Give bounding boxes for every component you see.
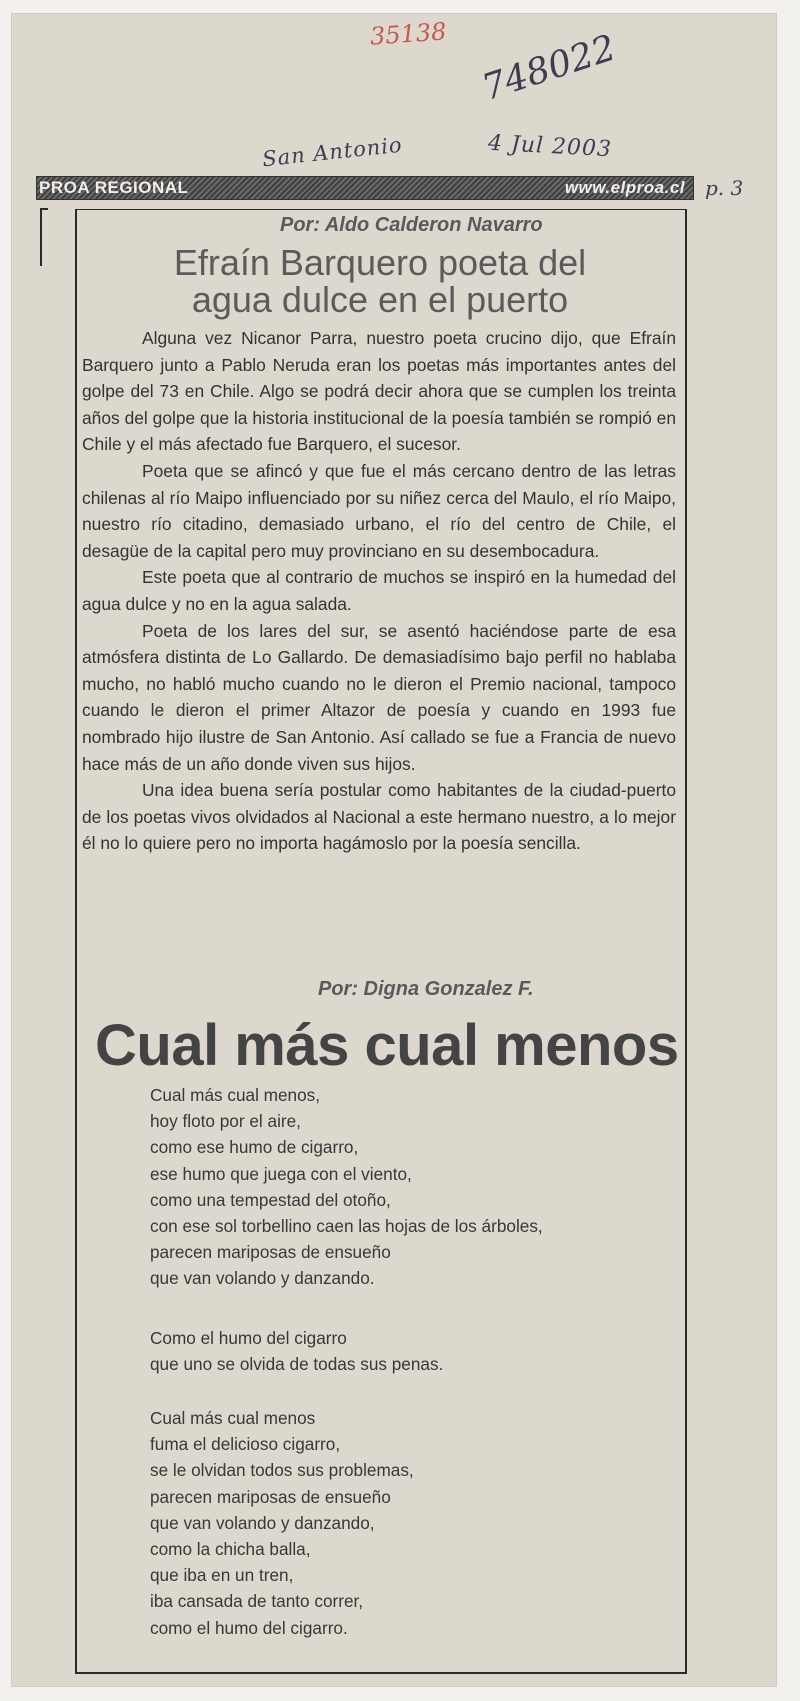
poem-line: iba cansada de tanto correr, bbox=[150, 1591, 364, 1612]
poem-line: Cual más cual menos bbox=[150, 1408, 316, 1428]
headline-line-2: agua dulce en el puerto bbox=[191, 279, 569, 320]
poem-line: parecen mariposas de ensueño bbox=[150, 1242, 391, 1263]
section-name: PROA REGIONAL bbox=[39, 178, 189, 197]
poem-stanza-3 bbox=[150, 1405, 414, 1641]
poem-line: que uno se olvida de todas sus penas. bbox=[150, 1354, 444, 1375]
poem-line: Como el humo del cigarro bbox=[150, 1328, 347, 1348]
site-url: www.elproa.cl bbox=[564, 178, 685, 197]
poem-line: ese humo que juega con el viento, bbox=[150, 1163, 412, 1184]
article-paragraph: Una idea buena sería postular como habitantes de la ciudad-puerto de los poetas vivos olvidados al Nacional a este hermano nuestro, a lo mejor él no lo quiere pero no importa hagámoslo por la poesía sencilla. bbox=[82, 780, 676, 854]
column-rule bbox=[40, 208, 48, 266]
handwritten-number-top: 35138 bbox=[369, 17, 448, 51]
poem-line: que iba en un tren, bbox=[150, 1565, 294, 1586]
handwritten-number-right: 748022 bbox=[477, 27, 621, 109]
handwritten-place: San Antonio bbox=[261, 132, 404, 172]
article-byline: Por: Aldo Calderon Navarro bbox=[280, 214, 543, 236]
article-body bbox=[82, 325, 676, 857]
poem-line: que van volando y danzando. bbox=[150, 1268, 375, 1289]
article-paragraph: Alguna vez Nicanor Parra, nuestro poeta crucino dijo, que Efraín Barquero junto a Pablo Neruda eran los poetas más importantes antes del golpe del 73 en Chile. Algo se podrá decir ahora que se cumplen los treinta años del golpe que la historia institucional de la poesía también se rompió en Chile y el más afectado fue Barquero, el sucesor. bbox=[82, 328, 676, 455]
article-paragraph: Este poeta que al contrario de muchos se inspiró en la humedad del agua dulce y no en la agua salada. bbox=[82, 567, 676, 614]
poem-line: como la chicha balla, bbox=[150, 1539, 311, 1560]
handwritten-date: 4 Jul 2003 bbox=[487, 130, 613, 163]
poem-line: como el humo del cigarro. bbox=[150, 1617, 348, 1638]
poem-line: se le olvidan todos sus problemas, bbox=[150, 1460, 414, 1481]
poem-line: como ese humo de cigarro, bbox=[150, 1137, 359, 1158]
headline-line-1: Efraín Barquero poeta del bbox=[173, 242, 587, 283]
poem-line: como una tempestad del otoño, bbox=[150, 1189, 391, 1210]
poem-line: que van volando y danzando, bbox=[150, 1512, 375, 1533]
poem-line: fuma el delicioso cigarro, bbox=[150, 1434, 341, 1455]
poem-title: Cual más cual menos bbox=[95, 1013, 679, 1078]
article-paragraph: Poeta que se afincó y que fue el más cercano dentro de las letras chilenas al río Maipo influenciado por su niñez cerca del Maulo, el río Maipo, nuestro río citadino, demasiado urbano, el río del centro de Chile, el desagüe de la capital pero muy provinciano en su desembocadura. bbox=[82, 460, 676, 561]
poem-line: con ese sol torbellino caen las hojas de los árboles, bbox=[150, 1216, 543, 1237]
poem-line: Cual más cual menos, bbox=[150, 1085, 321, 1105]
poem-stanza-1 bbox=[150, 1082, 543, 1292]
article-paragraph: Poeta de los lares del sur, se asentó haciéndose parte de esa atmósfera distinta de Lo Gallardo. De demasiadísimo bajo perfil no hablaba mucho, no habló mucho cuando no le dieron el Premio nacional, tampoco cuando le dieron el primer Altazor de poesía y cuando en 1993 fue nombrado hijo ilustre de San Antonio. Así callado se fue a Francia de nuevo hace más de un año donde viven sus hijos. bbox=[82, 620, 676, 774]
poem-line: hoy floto por el aire, bbox=[150, 1111, 301, 1132]
poem-line: parecen mariposas de ensueño bbox=[150, 1486, 391, 1507]
section-banner bbox=[36, 176, 694, 200]
poem-stanza-2 bbox=[150, 1325, 443, 1377]
article-headline bbox=[100, 244, 660, 318]
poem-byline: Por: Digna Gonzalez F. bbox=[318, 978, 534, 1000]
handwritten-page: p. 3 bbox=[705, 176, 744, 200]
